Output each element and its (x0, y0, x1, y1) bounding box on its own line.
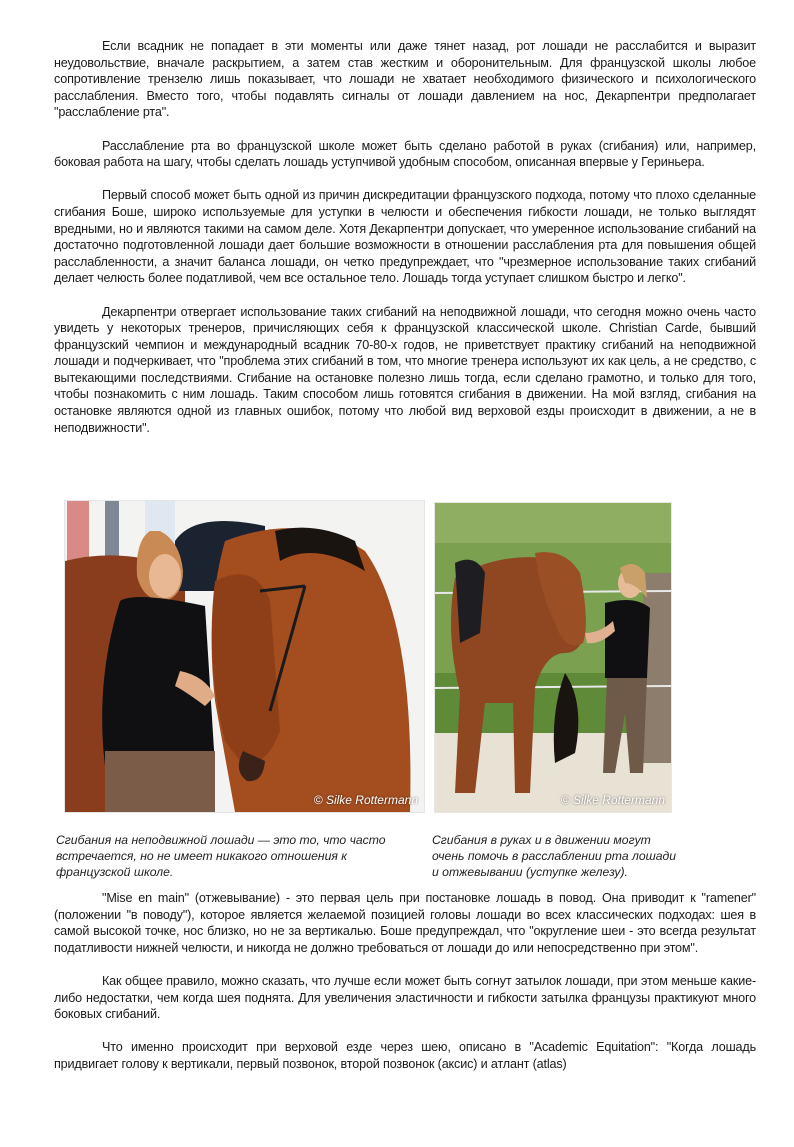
caption-line: встречается, но не имеет никакого отношения к (56, 849, 348, 864)
paragraph: Что именно происходит при верховой езде через шею, описано в "Academic Equitation": "Когда лошадь придвигает голову к вертикали, первый позвонок, второй позвонок (аксис) и атлант (atlas) (54, 1040, 756, 1071)
caption-line: французской школе. (56, 865, 174, 880)
photo-static-flexion-image (65, 501, 424, 812)
figure-caption-left (56, 832, 426, 881)
paragraph: Декарпентри отвергает использование таких сгибаний на неподвижной лошади, что сегодня можно очень часто увидеть у некоторых тренеров, причисляющих себя к французской классической школе. Christian Carde, бывший французский чемпион и международный всадник 70-80-х годов, не приветствует практику сгибаний на неподвижной лошади и подчеркивает, что "проблема этих сгибаний в том, что многие тренера используют их как цель, а не средство, с вытекающими последствиями. Сгибание на остановке полезно лишь тогда, если сделано грамотно, и только для того, чтобы познакомить с ним лошадь. Таким способом лишь готовятся сгибания в движении. На мой взгляд, сгибания на остановке являются одной из главных ошибок, потому что любой вид верховой езды происходит в движении, а не в неподвижности". (54, 304, 756, 435)
figure-caption-right (432, 832, 732, 881)
caption-line: Сгибания на неподвижной лошади — это то, что часто (56, 833, 386, 847)
photo-in-hand-movement (434, 502, 672, 813)
figures-row (64, 500, 674, 813)
paragraph: Расслабление рта во французской школе может быть сделано работой в руках (сгибания) или, например, боковая работа на шагу, чтобы сделать лошадь уступчивой удобным способом, описанная впервые у Гериньера. (54, 138, 756, 170)
photo-static-flexion (64, 500, 425, 813)
paragraph: Первый способ может быть одной из причин дискредитации французского подхода, потому что плохо сделанные сгибания Боше, широко используемые для уступки в челюсти и обеспечения гибкости лошади, не только выглядят вредными, но и являются такими на самом деле. Хотя Декарпентри допускает, что умеренное использование сгибаний на достаточно подготовленной лошади дает большие возможности в отношении расслабления рта для повышения общей расслабленности, а значит баланса лошади, он четко предупреждает, что "чрезмерное использование таких сгибаний делает челюсть более податливой, чем все остальное тело. Лошадь тогда уступает слишком быстро и легко". (54, 188, 756, 286)
document-body-bottom (54, 890, 756, 1073)
paragraph: "Mise en main" (отжевывание) - это первая цель при постановке лошадь в повод. Она приводит к "ramener" (положении "в поводу"), которое является желаемой позицией головы лошади во всех классических подходах: шея в самой высокой точке, нос близко, но не за вертикалью. Боше предупреждал, что "округление шеи - это всегда результат податливости нижней челюсти, и никогда не должно требоваться от лошади до или непосредственно при этом". (54, 891, 756, 955)
paragraph: Если всадник не попадает в эти моменты или даже тянет назад, рот лошади не расслабится и выразит неудовольствие, вначале раскрытием, а затем став жестким и оборонительным. Для французской школы любое сопротивление трензелю лишь показывает, что лошади не хватает необходимого физического и психологического расслабления. Вместо того, чтобы подавлять сигналы от лошади давлением на нос, Декарпентри предполагает "расслабление рта". (54, 39, 756, 120)
document-body-top (54, 38, 756, 436)
caption-line: и отжевывании (уступке железу). (432, 865, 628, 880)
photo-credit: © Silke Rottermann (313, 793, 418, 807)
caption-line: Сгибания в руках и в движении могут (432, 833, 651, 847)
figure-captions (54, 832, 756, 880)
photo-credit: © Silke Rottermann (560, 793, 665, 807)
photo-in-hand-movement-image (435, 503, 671, 812)
caption-line: очень помочь в расслаблении рта лошади (432, 849, 677, 864)
paragraph: Как общее правило, можно сказать, что лучше если может быть согнут затылок лошади, при этом меньше какие-либо недостатки, чем когда шея поднята. Для увеличения эластичности и гибкости затылка французы практикуют много боковых сгибаний. (54, 973, 756, 1022)
